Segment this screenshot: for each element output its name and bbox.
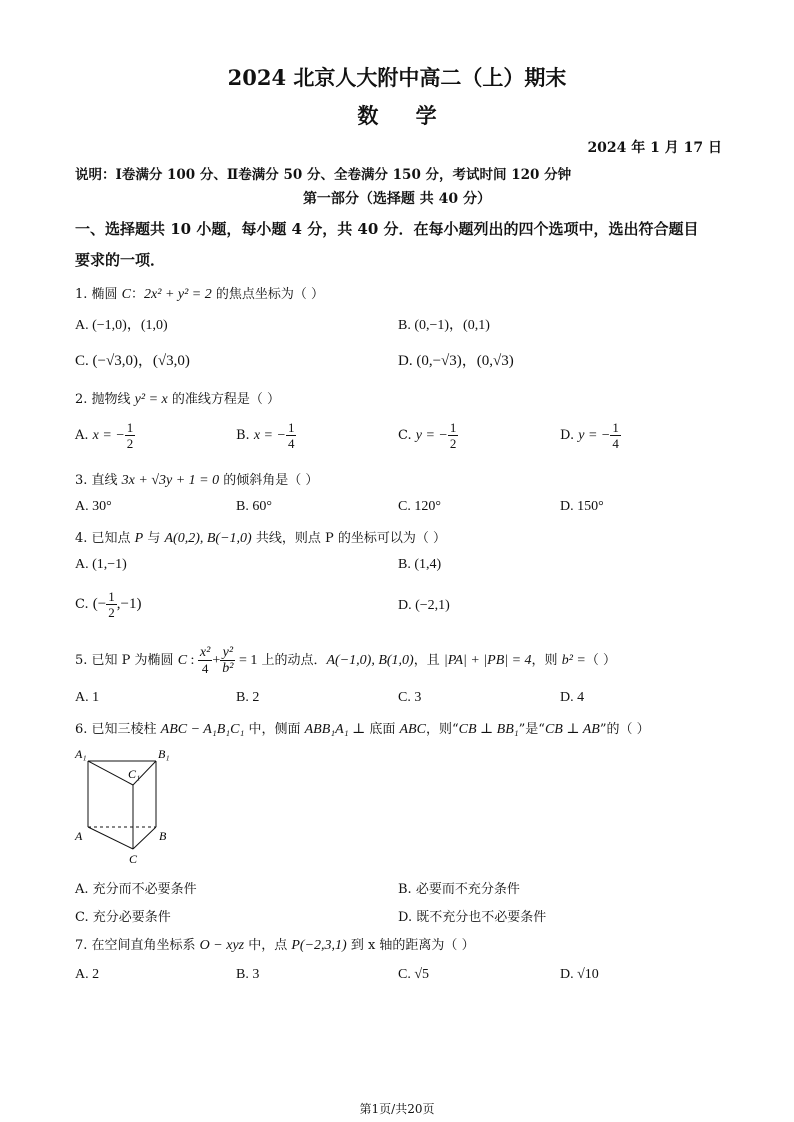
question-3-stem: 3. 直线 3x + √3y + 1 = 0 的倾斜角是（ ）	[75, 473, 319, 488]
label-c: C	[129, 852, 138, 866]
subject-title: 数 学	[357, 103, 437, 128]
label-c1: C₁	[128, 767, 141, 781]
question-6-option-c: C. 充分必要条件	[75, 910, 171, 925]
question-1-option-b: B. (0,−1)，(0,1)	[398, 318, 490, 333]
question-7-option-c: C. √5	[398, 967, 430, 982]
question-4-stem: 4. 已知点 P 与 A(0,2), B(−1,0) 共线，则点 P 的坐标可以为（ ）	[75, 531, 446, 546]
question-4-option-b: B. (1,4)	[398, 557, 442, 572]
edge-a-c	[88, 827, 133, 849]
question-5-option-c: C. 3	[398, 690, 422, 705]
question-7-option-b: B. 3	[236, 967, 260, 982]
question-6-option-b: B. 必要而不充分条件	[398, 882, 520, 897]
instructions-line-2: 要求的一项．	[75, 251, 166, 269]
question-1-option-c: C. (−√3,0)，(√3,0)	[75, 353, 190, 369]
question-4-option-a: A. (1,−1)	[75, 557, 127, 572]
question-3-option-a: A. 30°	[75, 499, 112, 514]
question-2-option-b: B. x = − $\frac{1}{4}$	[236, 420, 295, 451]
question-7-option-a: A. 2	[75, 967, 100, 982]
question-2-stem: 2. 抛物线 y² = x 的准线方程是（ ）	[75, 392, 281, 407]
label-a: A	[75, 829, 83, 843]
edge-b-c	[133, 827, 156, 849]
question-4-option-c: C. (− $\frac{1}{2}$ ,−1)	[75, 589, 142, 620]
label-b1: B₁	[158, 747, 170, 761]
exam-date: 2024 年 1 月 17 日	[587, 140, 722, 156]
question-2-option-d: D. y = − $\frac{1}{4}$	[560, 420, 619, 451]
exam-note: 说明：Ⅰ卷满分 100 分、Ⅱ卷满分 50 分、全卷满分 150 分，考试时间 120 分钟	[75, 167, 572, 183]
question-5-option-d: D. 4	[560, 690, 585, 705]
question-1-option-d: D. (0,−√3)，(0,√3)	[398, 353, 514, 369]
question-3-option-c: C. 120°	[398, 499, 441, 514]
question-2-option-c: C. y = − $\frac{1}{2}$	[398, 420, 457, 451]
question-5-option-b: B. 2	[236, 690, 260, 705]
question-1-stem: 1. 椭圆 C：2x² + y² = 2 的焦点坐标为（ ）	[75, 287, 325, 302]
question-5-stem: 5. 已知 P 为椭圆 C : $\frac{\text{x²}}{4}$ + $\frac{\text{y²}}{\text{b²}}$ = 1 上的动点．A(−1,0), B(1,0)，且 |PA| + |PB| = 4，则 b² =（ ）	[75, 645, 616, 676]
page-number: 第1页/共20页	[359, 1102, 435, 1116]
question-6-option-a: A. 充分而不必要条件	[75, 882, 197, 897]
instructions-line-1: 一、选择题共 10 小题，每小题 4 分，共 40 分．在每小题列出的四个选项中，选出符合题目	[75, 220, 699, 238]
question-3-option-d: D. 150°	[560, 499, 604, 514]
edge-a1-c1	[88, 761, 133, 785]
question-5-option-a: A. 1	[75, 690, 100, 705]
question-1-option-a: A. (−1,0)，(1,0)	[75, 318, 168, 333]
question-7-option-d: D. √10	[560, 967, 599, 982]
question-6-option-d: D. 既不充分也不必要条件	[398, 910, 547, 925]
question-3-option-b: B. 60°	[236, 499, 272, 514]
exam-title: 2024 北京人大附中高二（上）期末	[227, 65, 567, 90]
question-6-stem: 6. 已知三棱柱 ABC − A₁B₁C₁ 中，侧面 ABB₁A₁ ⊥ 底面 ABC，则“CB ⊥ BB₁”是“CB ⊥ AB”的（ ）	[75, 722, 650, 737]
question-2-option-a: A. x = − $\frac{1}{2}$	[75, 420, 134, 451]
label-a1: A₁	[75, 747, 87, 761]
part-heading: 第一部分（选择题 共 40 分）	[302, 191, 492, 207]
question-7-stem: 7. 在空间直角坐标系 O − xyz 中，点 P(−2,3,1) 到 x 轴的距离为（ ）	[75, 938, 475, 953]
question-4-option-d: D. (−2,1)	[398, 598, 450, 613]
prism-figure	[70, 744, 190, 868]
label-b: B	[159, 829, 167, 843]
